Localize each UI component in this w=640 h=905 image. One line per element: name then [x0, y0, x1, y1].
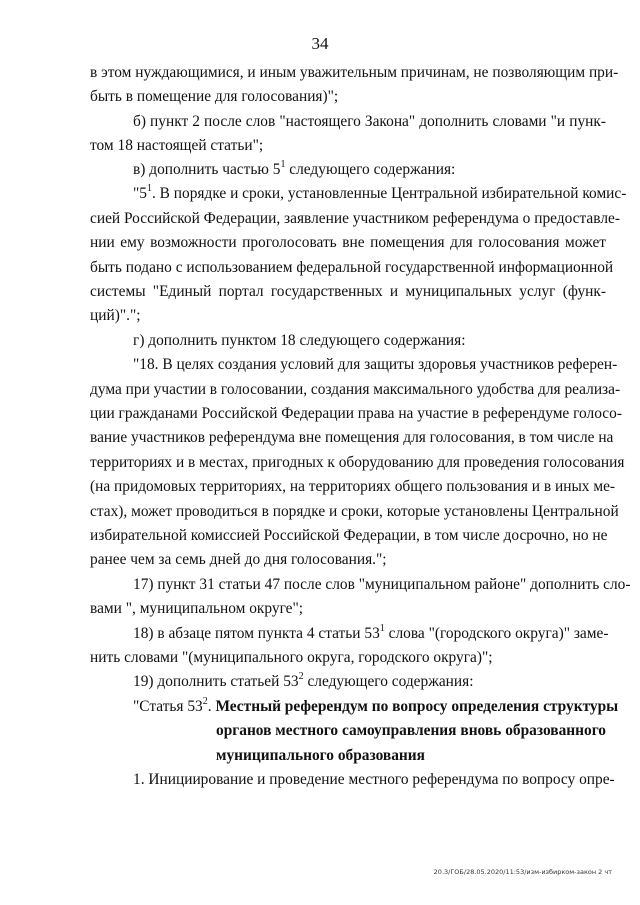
- text-line: быть подано с использованием федеральной государственной информационной: [90, 259, 614, 276]
- article-title: муниципального образования: [216, 747, 425, 764]
- text-line: 17) пункт 31 статьи 47 после слов "муниципальном районе" дополнить сло-: [133, 576, 631, 593]
- text-line: том 18 настоящей статьи";: [90, 137, 264, 154]
- superscript: 1: [280, 158, 286, 170]
- text-line: ции гражданами Российской Федерации права на участие в референдуме голосо-: [90, 405, 622, 422]
- document-footer: 20.3/ГОБ/28.05.2020/11:53/изм-избирком-закон 2 чт: [433, 868, 612, 876]
- text-line: избирательной комиссией Российской Федерации, в том числе досрочно, но не: [90, 527, 608, 544]
- page-number: 34: [311, 34, 329, 53]
- superscript: 1: [146, 182, 152, 194]
- text-line: территориях и в местах, пригодных к оборудованию для проведения голосования: [90, 454, 625, 471]
- text-line: "$5^1$. В порядке и сроки, установленные Центральной избирательной комис-: [133, 182, 627, 202]
- article-title: Местный референдум по вопросу определения структуры: [215, 698, 619, 715]
- text-line: б) пункт 2 после слов "настоящего Закона" дополнить словами "и пунк-: [133, 113, 606, 130]
- text-line: в) дополнить частью $5^1$ следующего содержания:: [133, 158, 456, 178]
- superscript: 2: [298, 670, 304, 682]
- text-line: вание участников референдума вне помещения для голосования, в том числе на: [90, 429, 614, 446]
- text-line: (на придомовых территориях, на территориях общего пользования и в иных ме-: [90, 478, 616, 495]
- text-line: нии ему возможности проголосовать вне помещения для голосования может: [90, 234, 606, 251]
- text-line: нить словами "(муниципального округа, городского округа)";: [90, 649, 493, 666]
- text-line: г) дополнить пунктом 18 следующего содержания:: [133, 332, 466, 349]
- text-line: ций)".";: [90, 307, 141, 324]
- superscript: 1: [379, 622, 385, 634]
- article-heading: "Статья $53^2$. Местный референдум по вопросу определения структуры: [133, 695, 619, 715]
- text-line: 18) в абзаце пятом пункта 4 статьи $53^1$ слова "(городского округа)" заме-: [133, 622, 609, 642]
- text-line: "18. В целях создания условий для защиты здоровья участников референ-: [133, 356, 618, 373]
- article-title: органов местного самоуправления вновь образованного: [216, 722, 606, 739]
- text-line: дума при участии в голосовании, создания максимального удобства для реализа-: [90, 381, 621, 398]
- text-line: 1. Инициирование и проведение местного референдума по вопросу опре-: [133, 771, 615, 788]
- text-line: стах), может проводиться в порядке и сроки, которые установлены Центральной: [90, 503, 619, 520]
- text-line: ранее чем за семь дней до дня голосования.";: [90, 551, 387, 568]
- text-line: вами ", муниципальном округе";: [90, 600, 304, 617]
- text-line: в этом нуждающимися, и иным уважительным причинам, не позволяющим при-: [90, 64, 619, 81]
- text-line: быть в помещение для голосования)";: [90, 88, 339, 105]
- text-line: системы "Единый портал государственных и муниципальных услуг (функ-: [90, 283, 606, 300]
- text-line: 19) дополнить статьей $53^2$ следующего содержания:: [133, 670, 474, 690]
- superscript: 2: [202, 695, 208, 707]
- text-line: сией Российской Федерации, заявление участником референдума о предоставле-: [90, 210, 620, 227]
